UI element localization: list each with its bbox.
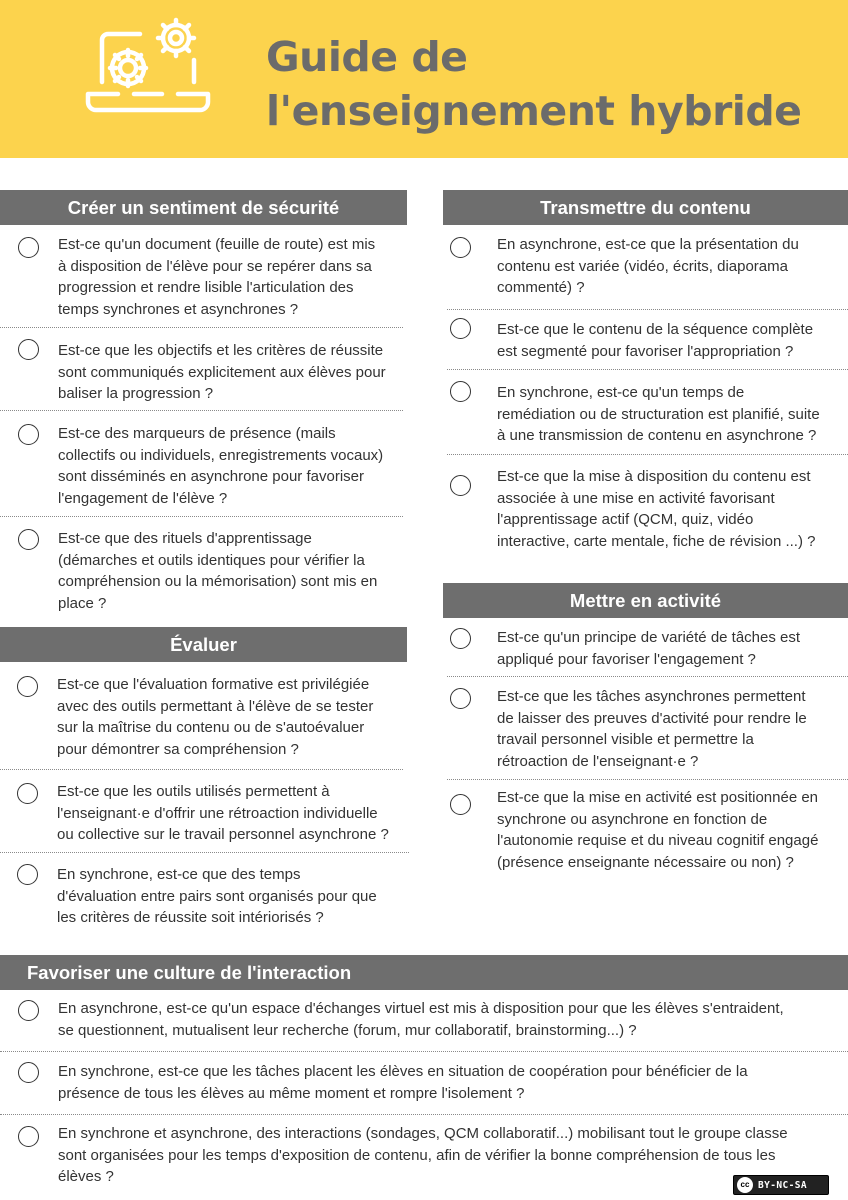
item-line: l'apprentissage actif (QCM, quiz, vidéo xyxy=(497,511,754,528)
section-heading-activite: Mettre en activité xyxy=(443,583,848,618)
circle-checkbox-icon[interactable] xyxy=(450,237,471,258)
item-line: commenté) ? xyxy=(497,279,585,296)
item-line: progression et rendre lisible l'articulation des xyxy=(58,279,354,296)
item-line: se questionnent, mutualisent leur recherche (forum, mur collaboratif, brainstorming...) ? xyxy=(58,1021,637,1039)
item-line: associée à une mise en activité favorisant xyxy=(497,489,775,507)
item-line: En synchrone, est-ce que les tâches placent les élèves en situation de coopération pour bénéficier de la xyxy=(58,1063,748,1080)
item-line: Est-ce que l'évaluation formative est privilégiée xyxy=(57,676,370,693)
item-line: compréhension ou la mémorisation) sont mis en xyxy=(58,573,378,590)
circle-checkbox-icon[interactable] xyxy=(18,424,39,445)
item-line: place ? xyxy=(58,594,107,612)
item-line: Est-ce que les tâches asynchrones permettent xyxy=(497,688,806,705)
circle-checkbox-icon[interactable] xyxy=(450,688,471,709)
item-line: Est-ce que les outils utilisés permettent à xyxy=(57,783,330,800)
circle-checkbox-icon[interactable] xyxy=(18,237,39,258)
circle-checkbox-icon[interactable] xyxy=(18,1126,39,1147)
divider xyxy=(0,1114,848,1115)
item-line: ou collective sur le travail personnel asynchrone ? xyxy=(57,826,389,843)
circle-checkbox-icon[interactable] xyxy=(18,529,39,550)
item-line: l'enseignant·e d'offrir une rétroaction individuelle xyxy=(57,804,378,822)
item-line: contenu est variée (vidéo, écrits, diaporama xyxy=(497,257,788,275)
item-line: interactive, carte mentale, fiche de révision ...) ? xyxy=(497,532,816,550)
circle-checkbox-icon[interactable] xyxy=(18,1062,39,1083)
item-line: sont organisées pour les temps d'exposition de contenu, afin de vérifier la bonne compréhension de tous les xyxy=(58,1146,776,1164)
creative-commons-icon: cc xyxy=(737,1177,753,1193)
title-line-1: Guide de xyxy=(266,33,468,81)
item-line: présence de tous les élèves au même moment et rompre l'isolement ? xyxy=(58,1084,525,1102)
header-banner xyxy=(0,0,848,158)
laptop-gears-icon xyxy=(84,12,212,136)
item-line: d'évaluation entre pairs sont organisés pour que xyxy=(57,887,377,905)
circle-checkbox-icon[interactable] xyxy=(450,318,471,339)
divider xyxy=(0,769,403,770)
item-line: pour démontrer sa compréhension ? xyxy=(57,740,299,758)
license-label: BY-NC-SA xyxy=(758,1179,807,1191)
section-heading-transmettre: Transmettre du contenu xyxy=(443,190,848,225)
circle-checkbox-icon[interactable] xyxy=(450,794,471,815)
item-line: temps synchrones et asynchrones ? xyxy=(58,300,299,318)
item-line: Est-ce que les objectifs et les critères de réussite xyxy=(58,342,384,359)
circle-checkbox-icon[interactable] xyxy=(17,864,38,885)
item-line: (présence enseignante nécessaire ou non) ? xyxy=(497,853,794,871)
circle-checkbox-icon[interactable] xyxy=(450,628,471,649)
item-line: synchrone ou asynchrone en fonction de xyxy=(497,810,768,828)
divider xyxy=(0,410,403,411)
item-line: élèves ? xyxy=(58,1168,114,1185)
divider xyxy=(0,327,403,328)
item-line: En synchrone, est-ce que des temps xyxy=(57,866,301,883)
item-line: En synchrone et asynchrone, des interactions (sondages, QCM collaboratif...) mobilisant tout le groupe classe xyxy=(58,1125,788,1142)
item-line: Est-ce qu'un document (feuille de route) est mis xyxy=(58,236,376,253)
item-line: travail personnel visible et permettre la xyxy=(497,731,754,748)
item-line: remédiation ou de structuration est planifié, suite xyxy=(497,405,820,423)
item-line: Est-ce que le contenu de la séquence complète xyxy=(497,321,814,338)
item-line: En synchrone, est-ce qu'un temps de xyxy=(497,384,745,401)
divider xyxy=(447,676,848,677)
item-line: l'autonomie requise et du niveau cognitif engagé xyxy=(497,832,819,849)
item-line: avec des outils permettant à l'élève de se tester xyxy=(57,697,374,715)
divider xyxy=(0,1051,848,1052)
item-line: En asynchrone, est-ce qu'un espace d'échanges virtuel est mis à disposition pour que les élèves s'entraident, xyxy=(58,1000,784,1017)
item-line: rétroaction de l'enseignant·e ? xyxy=(497,752,699,770)
item-line: Est-ce que la mise à disposition du contenu est xyxy=(497,468,811,485)
divider xyxy=(447,454,848,455)
item-line: à une transmission de contenu en asynchrone ? xyxy=(497,427,817,444)
circle-checkbox-icon[interactable] xyxy=(18,339,39,360)
divider xyxy=(447,369,848,370)
divider xyxy=(447,309,848,310)
circle-checkbox-icon[interactable] xyxy=(17,783,38,804)
title-line-2: l'enseignement hybride xyxy=(266,87,802,135)
item-line: baliser la progression ? xyxy=(58,385,214,402)
item-line: Est-ce qu'un principe de variété de tâches est xyxy=(497,629,801,646)
item-line: de laisser des preuves d'activité pour rendre le xyxy=(497,709,807,727)
section-heading-evaluer: Évaluer xyxy=(0,627,407,662)
item-line: En asynchrone, est-ce que la présentation du xyxy=(497,236,799,253)
item-line: les critères de réussite soit intériorisés ? xyxy=(57,909,324,926)
circle-checkbox-icon[interactable] xyxy=(450,381,471,402)
circle-checkbox-icon[interactable] xyxy=(450,475,471,496)
circle-checkbox-icon[interactable] xyxy=(18,1000,39,1021)
item-line: collectifs ou individuels, enregistrements vocaux) xyxy=(58,446,384,464)
item-line: est segmenté pour favoriser l'appropriation ? xyxy=(497,342,794,360)
license-badge[interactable] xyxy=(733,1175,829,1195)
item-line: Est-ce que des rituels d'apprentissage xyxy=(58,530,312,547)
item-line: sur la maîtrise du contenu ou de s'autoévaluer xyxy=(57,719,365,736)
section-heading-interaction: Favoriser une culture de l'interaction xyxy=(0,955,848,990)
item-line: Est-ce que la mise en activité est positionnée en xyxy=(497,789,819,806)
item-line: sont communiqués explicitement aux élèves pour xyxy=(58,363,386,381)
item-line: sont disséminés en asynchrone pour favoriser xyxy=(58,468,364,485)
divider xyxy=(0,516,403,517)
item-line: appliqué pour favoriser l'engagement ? xyxy=(497,650,756,668)
divider xyxy=(447,779,848,780)
item-line: l'engagement de l'élève ? xyxy=(58,489,228,507)
item-line: (démarches et outils identiques pour vérifier la xyxy=(58,551,365,569)
circle-checkbox-icon[interactable] xyxy=(17,676,38,697)
item-line: Est-ce des marqueurs de présence (mails xyxy=(58,425,336,442)
item-line: à disposition de l'élève pour se repérer dans sa xyxy=(58,257,372,275)
section-heading-securite: Créer un sentiment de sécurité xyxy=(0,190,407,225)
page-title xyxy=(266,30,802,138)
divider xyxy=(0,852,409,853)
